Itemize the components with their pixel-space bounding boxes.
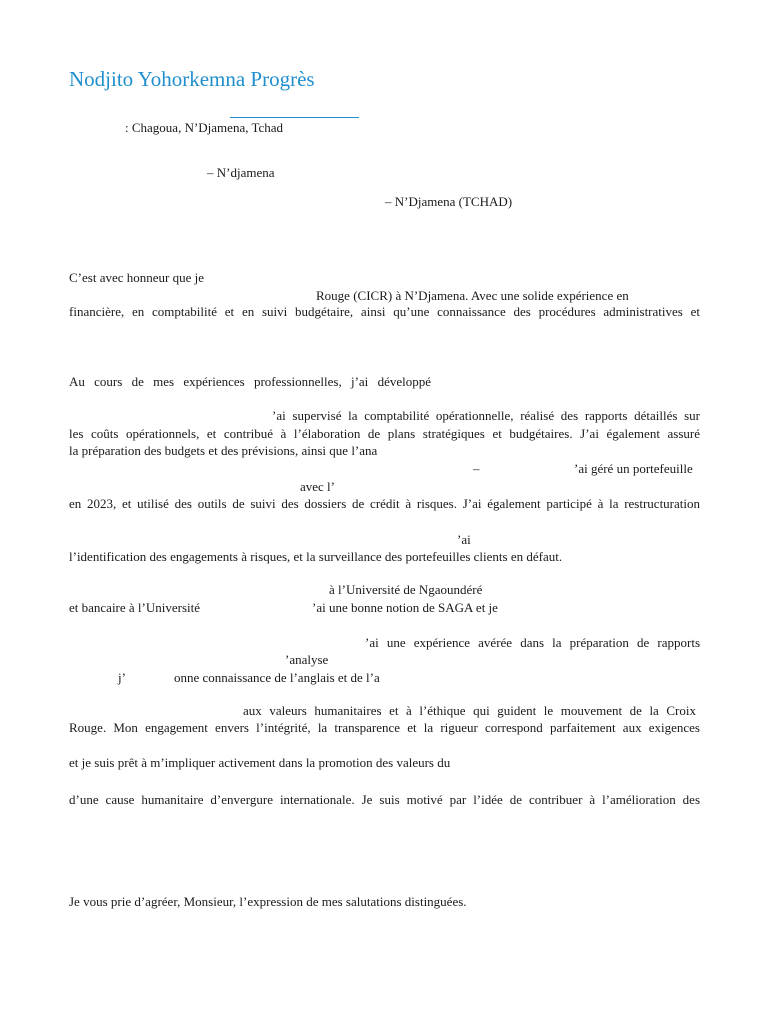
sender-name: Nodjito Yohorkemna Progrès [69, 67, 315, 91]
email-link-underline[interactable] [230, 117, 359, 118]
paragraph-line: onne connaissance de l’anglais et de l’a [174, 670, 380, 685]
paragraph-line: – [473, 461, 480, 476]
paragraph-line: ’analyse [285, 652, 329, 667]
paragraph-line: l’identification des engagements à risques, et la surveillance des portefeuilles clients en défaut. [69, 549, 563, 564]
paragraph-line: Rouge (CICR) à N’Djamena. Avec une solide expérience en [316, 288, 629, 303]
paragraph-line: j’ [118, 670, 126, 685]
paragraph-line: avec l’ [300, 479, 336, 494]
paragraph-line: ’ai une bonne notion de SAGA et je [312, 600, 498, 615]
paragraph-line: ’ai supervisé la comptabilité opérationnelle, réalisé des rapports détaillés sur [272, 408, 700, 423]
paragraph-line: C’est avec honneur que je [69, 270, 205, 285]
sender-city: – N’djamena [207, 165, 275, 180]
paragraph-line: ’ai géré un portefeuille [574, 461, 693, 476]
paragraph-line: la préparation des budgets et des prévisions, ainsi que l’ana [69, 443, 378, 458]
paragraph-line: en 2023, et utilisé des outils de suivi des dossiers de crédit à risques. J’ai également participé à la restructuration [69, 496, 700, 511]
closing-formula: Je vous prie d’agréer, Monsieur, l’expression de mes salutations distinguées. [69, 894, 467, 909]
paragraph-line: financière, en comptabilité et en suivi budgétaire, ainsi qu’une connaissance des procédures administratives et [69, 304, 700, 319]
recipient-city: – N’Djamena (TCHAD) [385, 194, 513, 209]
paragraph-line: Au cours de mes expériences professionnelles, j’ai développé [69, 374, 431, 389]
paragraph-line: ’ai une expérience avérée dans la préparation de rapports [365, 635, 700, 650]
paragraph-line: à l’Université de Ngaoundéré [329, 582, 483, 597]
sender-address: : Chagoua, N’Djamena, Tchad [125, 120, 284, 135]
paragraph-line: et je suis prêt à m’impliquer activement dans la promotion des valeurs du [69, 755, 451, 770]
paragraph-line: d’une cause humanitaire d’envergure internationale. Je suis motivé par l’idée de contribuer à l’amélioration des [69, 792, 700, 807]
paragraph-line: Rouge. Mon engagement envers l’intégrité, la transparence et la rigueur correspond parfaitement aux exigences [69, 720, 700, 735]
paragraph-line: aux valeurs humanitaires et à l’éthique qui guident le mouvement de la Croix [243, 703, 696, 718]
paragraph-line: ’ai [457, 532, 471, 547]
paragraph-line: les coûts opérationnels, et contribué à l’élaboration de plans stratégiques et budgétaires. J’ai également assuré [69, 426, 700, 441]
paragraph-line: et bancaire à l’Université [69, 600, 201, 615]
